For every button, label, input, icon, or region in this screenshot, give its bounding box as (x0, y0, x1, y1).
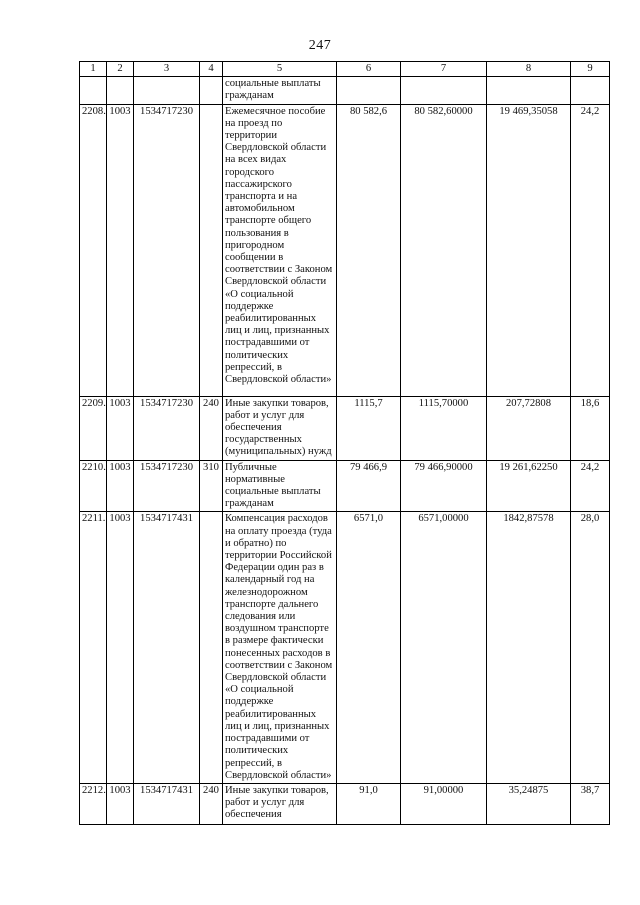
value-col7: 80 582,60000 (401, 104, 487, 396)
expense-type-code: 310 (200, 460, 223, 512)
budget-table (79, 61, 610, 825)
item-name: Компенсация расходов на оплату проезда (туда и обратно) по территории Российской Федерации один раз в календарный год на железнодорожном транспорте дальнего следования или воздушном транспорте в размере фактически понесенных расходов в соответствии с Законом Свердловской области «О социальной поддержке реабилитированных лиц и лиц, признанных пострадавшими от политических репрессий, в Свердловской области» (223, 512, 337, 783)
table-row (80, 77, 610, 104)
page-number: 247 (308, 38, 332, 53)
row-number: 2209. (80, 396, 107, 460)
section-code (107, 77, 134, 104)
expense-type-code: 240 (200, 396, 223, 460)
table-row (80, 396, 610, 460)
row-number: 2212. (80, 783, 107, 824)
section-code: 1003 (107, 783, 134, 824)
item-name: Ежемесячное пособие на проезд по территории Свердловской области на всех видах городского пассажирского транспорта и на автомобильном транспорте общего пользования в пригородном сообщении в соответствии с Законом Свердловской области «О социальной поддержке реабилитированных лиц и лиц, признанных пострадавшими от политических репрессий, в Свердловской области» (223, 104, 337, 396)
item-name: Иные закупки товаров, работ и услуг для обеспечения (223, 783, 337, 824)
column-header: 6 (337, 62, 401, 77)
value-col7: 79 466,90000 (401, 460, 487, 512)
value-col8 (487, 77, 571, 104)
section-code: 1003 (107, 460, 134, 512)
expense-type-code (200, 104, 223, 396)
value-col6: 1115,7 (337, 396, 401, 460)
header-row (80, 62, 610, 77)
column-header: 8 (487, 62, 571, 77)
expense-type-code (200, 77, 223, 104)
item-name: Публичные нормативные социальные выплаты гражданам (223, 460, 337, 512)
value-col6: 79 466,9 (337, 460, 401, 512)
value-col7: 91,00000 (401, 783, 487, 824)
target-article-code: 1534717230 (134, 396, 200, 460)
value-col6: 91,0 (337, 783, 401, 824)
section-code: 1003 (107, 104, 134, 396)
column-header: 4 (200, 62, 223, 77)
value-col8: 35,24875 (487, 783, 571, 824)
target-article-code: 1534717431 (134, 783, 200, 824)
percent-value (571, 77, 610, 104)
expense-type-code (200, 512, 223, 783)
table-row (80, 104, 610, 396)
row-number: 2208. (80, 104, 107, 396)
table-row (80, 512, 610, 783)
table-row (80, 460, 610, 512)
column-header: 2 (107, 62, 134, 77)
target-article-code: 1534717431 (134, 512, 200, 783)
column-header: 5 (223, 62, 337, 77)
column-header: 9 (571, 62, 610, 77)
percent-value: 28,0 (571, 512, 610, 783)
row-number (80, 77, 107, 104)
value-col8: 19 261,62250 (487, 460, 571, 512)
row-number: 2210. (80, 460, 107, 512)
expense-type-code: 240 (200, 783, 223, 824)
item-name: социальные выплаты гражданам (223, 77, 337, 104)
column-header: 1 (80, 62, 107, 77)
item-name: Иные закупки товаров, работ и услуг для обеспечения государственных (муниципальных) нужд (223, 396, 337, 460)
column-header: 3 (134, 62, 200, 77)
column-header: 7 (401, 62, 487, 77)
value-col6: 6571,0 (337, 512, 401, 783)
table-row (80, 783, 610, 824)
row-number: 2211. (80, 512, 107, 783)
value-col7 (401, 77, 487, 104)
percent-value: 24,2 (571, 460, 610, 512)
value-col8: 1842,87578 (487, 512, 571, 783)
section-code: 1003 (107, 396, 134, 460)
section-code: 1003 (107, 512, 134, 783)
percent-value: 18,6 (571, 396, 610, 460)
percent-value: 24,2 (571, 104, 610, 396)
value-col8: 207,72808 (487, 396, 571, 460)
target-article-code (134, 77, 200, 104)
value-col7: 1115,70000 (401, 396, 487, 460)
value-col8: 19 469,35058 (487, 104, 571, 396)
value-col6 (337, 77, 401, 104)
value-col6: 80 582,6 (337, 104, 401, 396)
target-article-code: 1534717230 (134, 460, 200, 512)
target-article-code: 1534717230 (134, 104, 200, 396)
percent-value: 38,7 (571, 783, 610, 824)
value-col7: 6571,00000 (401, 512, 487, 783)
